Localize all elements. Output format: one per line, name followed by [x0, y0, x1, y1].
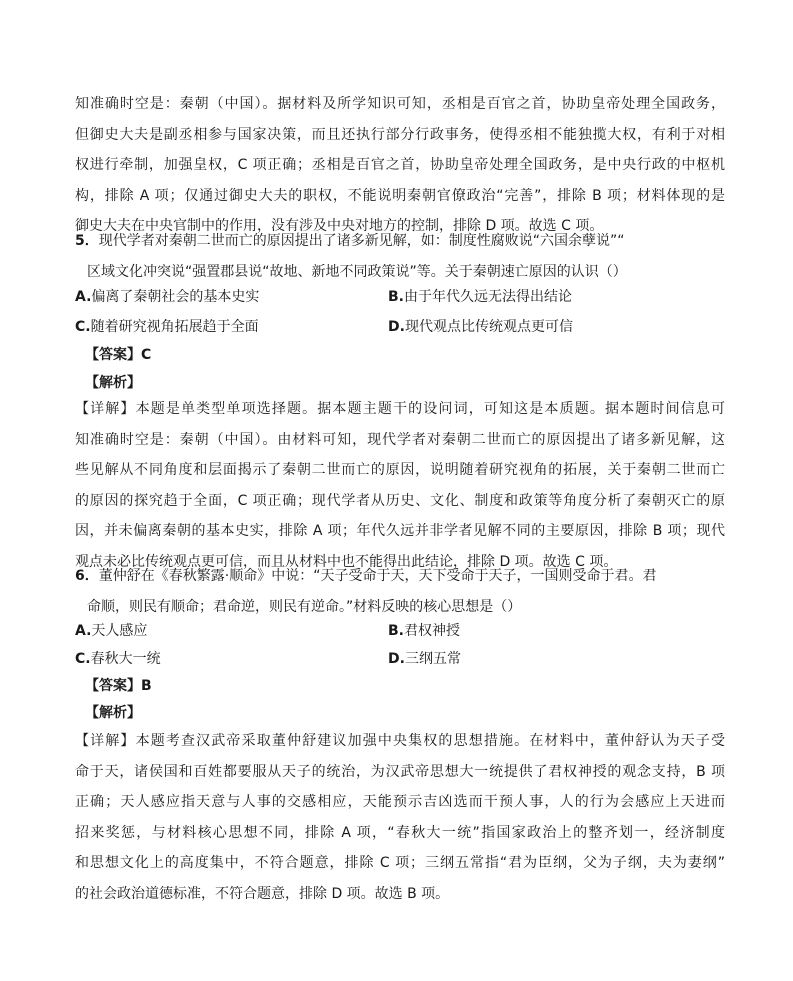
detail-line: 些见解从不同角度和层面揭示了秦朝二世而亡的原因，说明随着研究视角的拓展，关于秦朝二世而亡	[75, 462, 725, 478]
question-6-answer: 【答案】B	[85, 678, 152, 694]
detail-line: 招来奖惩，与材料核心思想不同，排除 A 项，“春秋大一统”指国家政治上的整齐划一，经济制度	[75, 824, 725, 841]
question-5-number: 5．	[75, 233, 99, 249]
question-6-detail	[75, 726, 725, 909]
question-6-analysis-label: 【解析】	[85, 705, 141, 721]
question-6-stem-line: 命顺，则民有顺命；君命逆，则民有逆命。”材料反映的核心思想是（）	[87, 598, 522, 615]
intro-line: 知准确时空是：秦朝（中国）。据材料及所学知识可知，丞相是百官之首，协助皇帝处理全国政务，	[75, 96, 725, 112]
intro-paragraph	[75, 89, 725, 242]
question-5-analysis-label: 【解析】	[85, 375, 141, 391]
intro-line: 但御史大夫是副丞相参与国家决策，而且还执行部分行政事务，使得丞相不能独揽大权，有利于对相	[75, 126, 725, 143]
option-d: D.现代观点比传统观点更可信	[388, 319, 573, 335]
question-6-stem-line: 董仲舒在《春秋繁露·顺命》中说：“天子受命于天，天下受命于天子，一国则受命于君。君	[98, 568, 657, 584]
detail-line: 命于天，诸侯国和百姓都要服从天子的统治，为汉武帝思想大一统提供了君权神授的观念支持，B 项	[75, 763, 725, 780]
detail-line: 正确；天人感应指天意与人事的交感相应，天能预示吉凶选而干预人事，人的行为会感应上天进而	[75, 794, 725, 810]
option-b: B.由于年代久远无法得出结论	[388, 289, 572, 305]
question-5-stem	[75, 226, 725, 287]
question-6-stem	[75, 561, 725, 622]
question-5-stem-line: 现代学者对秦朝二世而亡的原因提出了诸多新见解，如：制度性腐败说“六国余孽说”“	[98, 233, 625, 249]
option-a: A.天人感应	[75, 623, 148, 639]
question-5-stem-line: 区域文化冲突说“强置郡县说“故地、新地不同政策说”等。关于秦朝速亡原因的认识（）	[87, 263, 627, 280]
question-5-detail	[75, 394, 725, 577]
intro-line: 权进行牵制，加强皇权，C 项正确；丞相是百官之首，协助皇帝处理全国政务，是中央行政的中枢机	[75, 157, 725, 173]
detail-line: 的原因的探究趋于全面，C 项正确；现代学者从历史、文化、制度和政策等角度分析了秦朝灭亡的原	[75, 492, 725, 509]
intro-line: 御史大夫在中央官制中的作用，没有涉及中央对地方的控制，排除 D 项。故选 C 项。	[75, 218, 604, 234]
question-5-options-row-2	[75, 312, 725, 342]
detail-line: 【详解】本题是单类型单项选择题。据本题主题干的设问词，可知这是本质题。据本题时间信息可	[75, 401, 725, 417]
detail-line: 和思想文化上的高度集中，不符合题意，排除 C 项；三纲五常指“君为臣纲，父为子纲，夫为妻纲”	[75, 855, 725, 871]
question-6-number: 6．	[75, 568, 99, 584]
question-5-answer: 【答案】C	[85, 347, 152, 363]
detail-line: 因，并未偏离秦朝的基本史实，排除 A 项；年代久远并非学者见解不同的主要原因，排除 B 项；现代	[75, 523, 725, 539]
detail-line: 的社会政治道德标准，不符合题意，排除 D 项。故选 B 项。	[75, 885, 450, 902]
option-c: C.随着研究视角拓展趋于全面	[75, 319, 259, 335]
intro-line: 构，排除 A 项；仅通过御史大夫的职权，不能说明秦朝官僚政治“完善”，排除 B 项；材料体现的是	[75, 187, 725, 204]
detail-line: 观点未必比传统观点更可信，而且从材料中也不能得出此结论，排除 D 项。故选 C 项。	[75, 553, 618, 570]
detail-line: 知准确时空是：秦朝（中国）。由材料可知，现代学者对秦朝二世而亡的原因提出了诸多新见解，这	[75, 431, 725, 448]
detail-line: 【详解】本题考查汉武帝采取董仲舒建议加强中央集权的思想措施。在材料中，董仲舒认为天子受	[75, 733, 725, 749]
option-b: B.君权神授	[388, 623, 460, 639]
option-a: A.偏离了秦朝社会的基本史实	[75, 289, 260, 305]
option-d: D.三纲五常	[388, 651, 461, 667]
option-c: C.春秋大一统	[75, 651, 161, 667]
question-5-options-row-1	[75, 282, 725, 312]
question-6-options-row-2	[75, 644, 725, 674]
question-6-options-row-1	[75, 616, 725, 646]
